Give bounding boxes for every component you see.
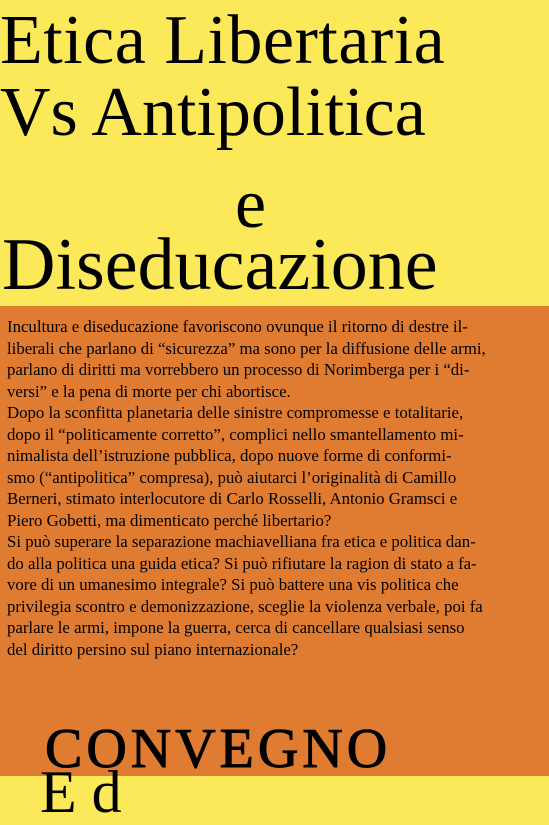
title-line-3: e — [235, 166, 267, 243]
content-panel — [0, 306, 549, 825]
body-text — [7, 316, 549, 660]
convegno-heading: CONVEGNO — [45, 718, 392, 780]
paragraph-2: Dopo la sconfitta planetaria delle sinistre compromesse e totalitarie, dopo il “politicamente corretto”, complici nello smantellamento mi- nimalista dell’istruzione pubblica, dopo nuove forme di conformi- smo (“antipolitica” compresa), può aiutarci l’originalità di Camillo Berneri, stimato interlocutore di Carlo Rosselli, Antonio Gramsci e Piero Gobetti, ma dimenticato perché libertario? — [7, 403, 464, 530]
title-line-4: Diseducazione — [2, 224, 438, 306]
paragraph-3: Si può superare la separazione machiavelliana fra etica e politica dan- do alla politica una guida etica? Si può rifiutare la ragion di stato a fa- vore di un umanesimo integrale? Si può battere una vis politica che privilegia scontro e demonizzazione, sceglie la violenza verbale, poi fa parlare le armi, impone la guerra, cerca di cancellare qualsiasi senso del diritto persino sul piano internazionale? — [7, 532, 483, 659]
title-line-1: Etica Libertaria — [0, 2, 446, 79]
paragraph-1: Incultura e diseducazione favoriscono ovunque il ritorno di destre il- liberali che parlano di “sicurezza” ma sono per la diffusione delle armi, parlano di diritti ma vorrebbero un processo di Norimberga per i “di- versi” e la pena di morte per chi abortisce. — [7, 317, 486, 401]
cut-off-heading: E d — [40, 759, 122, 825]
title-line-2: Vs Antipolitica — [0, 74, 426, 151]
title-panel — [0, 0, 549, 306]
